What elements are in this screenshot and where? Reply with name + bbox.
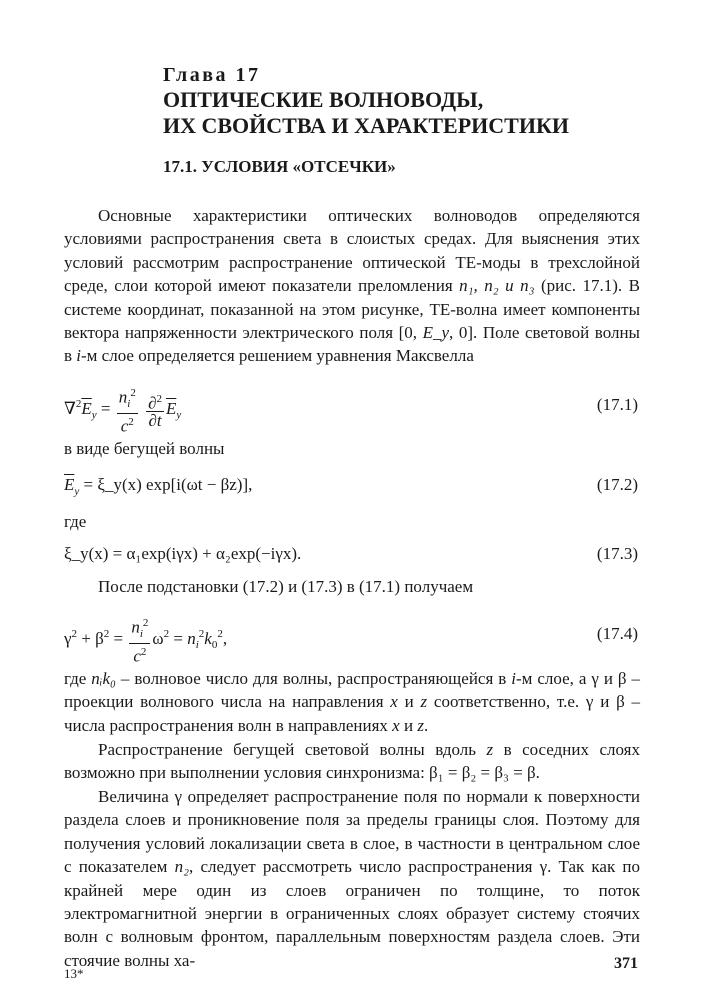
page-number: 371 — [614, 955, 638, 972]
equation-17-3: ξ_y(x) = α₁exp(iγx) + α₂exp(−iγx). — [64, 544, 302, 563]
equation-number-17-2: (17.2) — [596, 475, 638, 494]
text-traveling-wave: в виде бегущей волны — [64, 439, 225, 458]
signature-mark: 13* — [64, 966, 84, 981]
chapter-number: Глава 17 — [163, 64, 261, 86]
paragraph-intro: Основные характеристики оптических волноводов определяются условиями распространения света в слоистых средах. Для выяснения этих условий рассмотрим распространение оптической ТЕ-моды в трехслойной среде, слои которой имеют показатели преломления n₁, n₂ и n₃ (рис. 17.1). В системе координат, показанной на этом рисунке, ТЕ-волна имеет компоненты вектора напряженности электрического поля [0, E_y, 0]. Поле световой волны в i-м слое определяется решением уравнения Максвелла — [64, 206, 640, 366]
section-title: 17.1. УСЛОВИЯ «ОТСЕЧКИ» — [163, 157, 396, 176]
chapter-heading-line1: ОПТИЧЕСКИЕ ВОЛНОВОДЫ, — [163, 87, 484, 112]
paragraph-wavenumber: где nᵢk₀ – волновое число для волны, распространяющейся в i-м слое, а γ и β – проекции волнового числа на направления x и z соответственно, т.е. γ и β – числа распространения волн в направлениях x и z. — [64, 669, 640, 735]
equation-17-2: $\overline{E}_y$ = ξ_y(x) exp[i(ωt − βz)], — [64, 475, 253, 498]
text-after-substitution: После подстановки (17.2) и (17.3) в (17.1) получаем — [98, 577, 474, 596]
text-where: где — [64, 512, 87, 531]
equation-17-1: $\nabla^2\overline{E}_y$ = $\frac{n_i^2}{c^2}$ $\frac{\partial^2}{\partial t}$ $\overline{E}_y$ — [64, 387, 182, 436]
equation-17-4: $\gamma^2 + \beta^2$ = $\frac{n_i^2}{c^2}$ $\omega^2 = n_i^2k_0^2$, — [64, 617, 228, 666]
equation-number-17-3: (17.3) — [596, 544, 638, 563]
paragraph-synchronism: Распространение бегущей световой волны вдоль z в соседних слоях возможно при выполнении условия синхронизма: β₁ = β₂ = β₃ = β. — [64, 740, 640, 783]
equation-number-17-4: (17.4) — [596, 624, 638, 643]
chapter-heading-line2: ИХ СВОЙСТВА И ХАРАКТЕРИСТИКИ — [163, 113, 570, 138]
equation-number-17-1: (17.1) — [596, 395, 638, 414]
paragraph-gamma: Величина γ определяет распространение поля по нормали к поверхности раздела слоев и проникновение поля за пределы границы слоя. Поэтому для получения условий локализации света в слое, в частности в центральном слое с показателем n₂, следует рассмотреть число распространения γ. Так как по крайней мере один из слоев ограничен по толщине, то поток электромагнитной энергии в ограниченных слоях образует систему стоячих волн с волновым фронтом, параллельным поверхностям раздела слоев. Эти стоячие волны ха- — [64, 787, 640, 970]
